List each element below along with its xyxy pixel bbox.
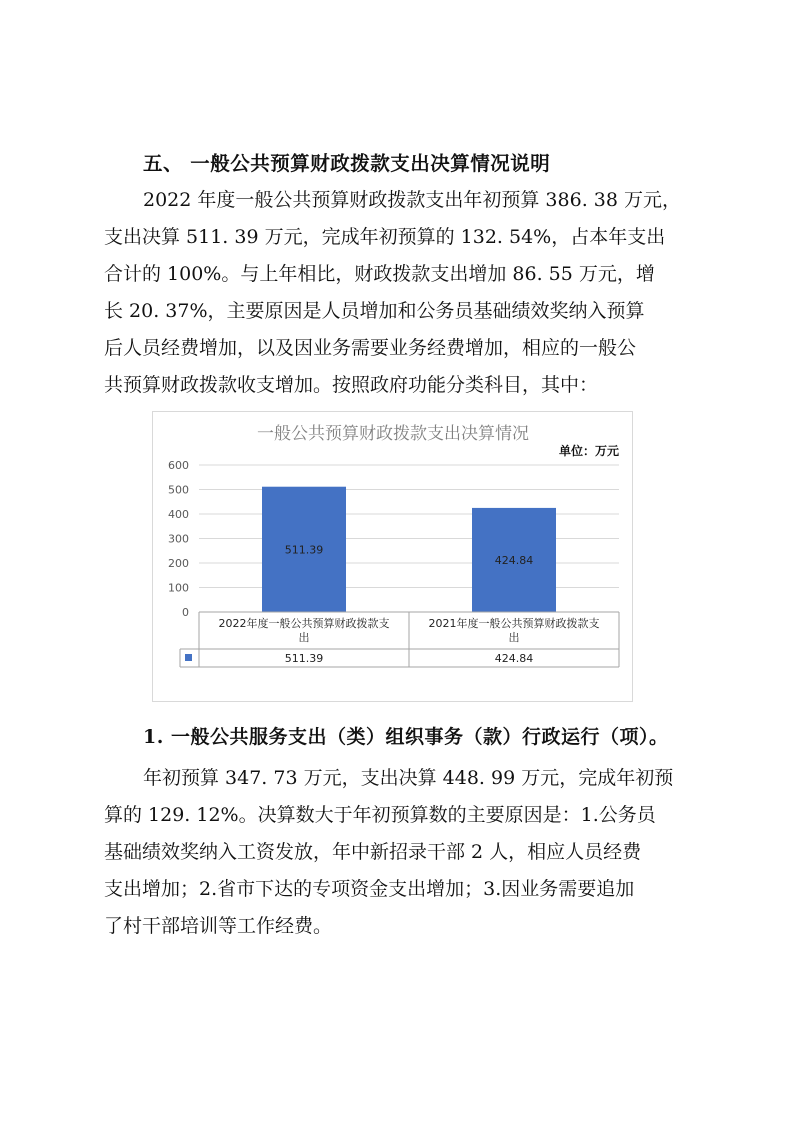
category-label: 出 (508, 631, 520, 644)
y-tick-label: 500 (168, 483, 189, 497)
table-value: 511.39 (284, 652, 324, 665)
y-tick-label: 400 (168, 508, 189, 521)
paragraph-line: 算的 129. 12%。决算数大于年初预算数的主要原因是：1.公务员 (104, 804, 656, 826)
paragraph-line: 支出决算 511. 39 万元，完成年初预算的 132. 54%，占本年支出 (104, 226, 666, 248)
legend-key (185, 654, 192, 661)
paragraph-line: 长 20. 37%，主要原因是人员增加和公务员基础绩效奖纳入预算 (104, 300, 645, 322)
bar-chart (152, 411, 633, 702)
paragraph-line: 了村干部培训等工作经费。 (104, 915, 333, 937)
y-tick-label: 300 (168, 532, 189, 546)
category-label: 2021年度一般公共预算财政拨款支 (428, 617, 600, 630)
chart-title: 一般公共预算财政拨款支出决算情况 (257, 424, 529, 444)
category-label: 2022年度一般公共预算财政拨款支 (218, 617, 390, 630)
category-label: 出 (298, 631, 310, 644)
chart-data-table (180, 612, 619, 667)
table-value: 424.84 (494, 652, 534, 665)
subsection-paragraph (104, 760, 704, 945)
section-paragraph (104, 182, 704, 404)
chart-svg (153, 412, 632, 701)
y-tick-label: 600 (168, 459, 189, 472)
paragraph-line: 后人员经费增加，以及因业务需要业务经费增加，相应的一般公 (104, 337, 637, 359)
paragraph-line: 共预算财政拨款收支增加。按照政府功能分类科目，其中： (104, 374, 599, 396)
y-tick-label: 100 (168, 581, 189, 595)
paragraph-line: 支出增加；2.省市下达的专项资金支出增加；3.因业务需要追加 (104, 878, 635, 900)
section-heading: 五、 一般公共预算财政拨款支出决算情况说明 (143, 152, 551, 175)
chart-unit-label: 单位：万元 (558, 444, 619, 458)
y-tick-label: 200 (168, 557, 189, 570)
subsection-heading: 1. 一般公共服务支出（类）组织事务（款）行政运行（项）。 (143, 726, 669, 748)
paragraph-line: 年初预算 347. 73 万元，支出决算 448. 99 万元，完成年初预 (143, 767, 674, 789)
bar-data-label: 511.39 (284, 543, 324, 557)
paragraph-line: 基础绩效奖纳入工资发放，年中新招录干部 2 人，相应人员经费 (104, 841, 642, 863)
chart-bars (262, 487, 556, 612)
bar-data-label: 424.84 (494, 553, 534, 567)
paragraph-line: 2022 年度一般公共预算财政拨款支出年初预算 386. 38 万元， (143, 189, 681, 211)
y-tick-label: 0 (182, 606, 189, 619)
paragraph-line: 合计的 100%。与上年相比，财政拨款支出增加 86. 55 万元，增 (104, 263, 655, 285)
y-axis-ticks (168, 459, 189, 619)
